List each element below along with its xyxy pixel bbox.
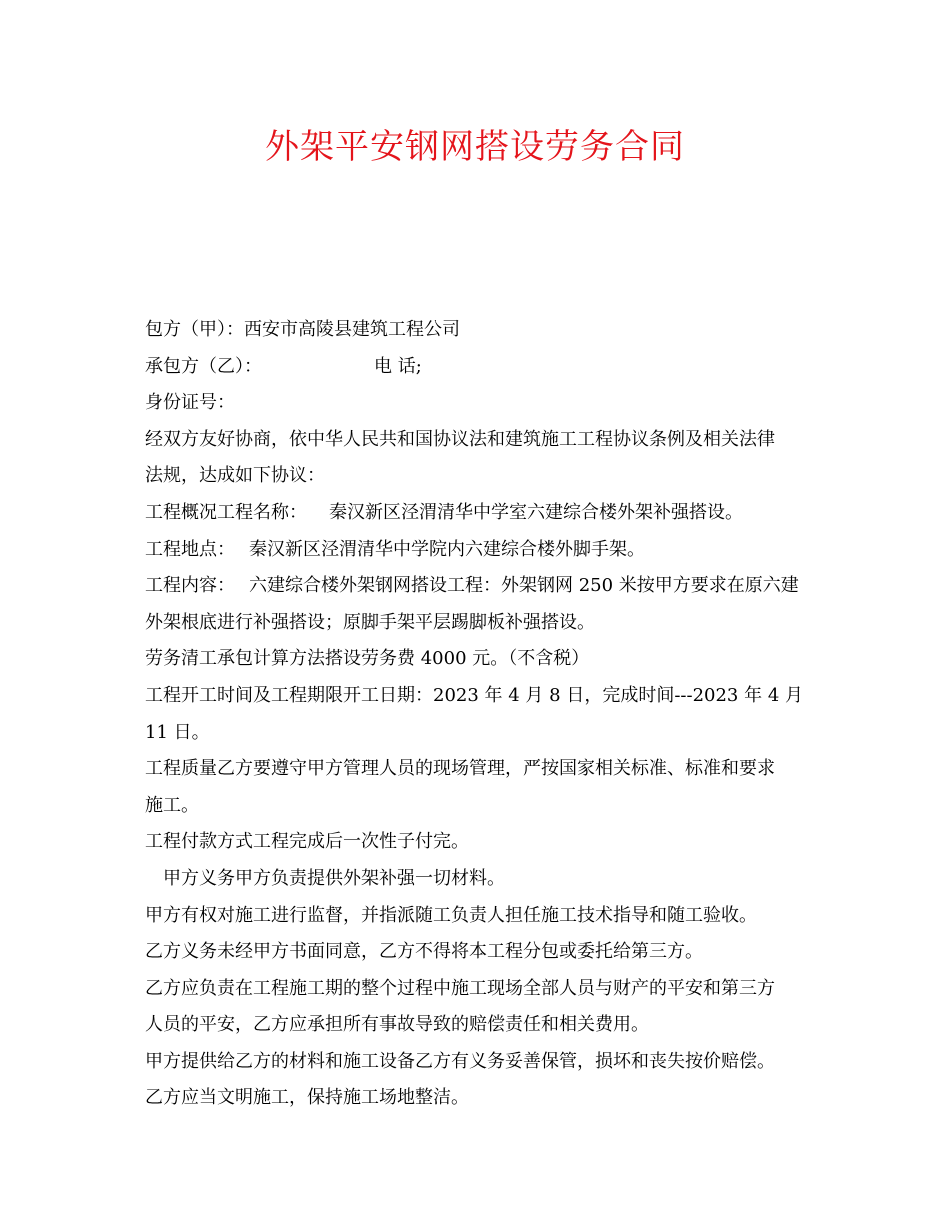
- paragraph-line: 乙方应当文明施工，保持施工场地整洁。: [145, 1087, 469, 1109]
- party-a-duty-line: 甲方义务甲方负责提供外架补强一切材料。: [163, 867, 505, 889]
- paragraph-line: 甲方有权对施工进行监督，并指派随工负责人担任施工技术指导和随工验收。: [145, 904, 757, 926]
- project-location-line: [145, 532, 810, 569]
- paragraph-line: 经双方友好协商，依中华人民共和国协议法和建筑施工工程协议条例及相关法律: [145, 428, 775, 450]
- project-name-value: 秦汉新区泾渭清华中学室六建综合楼外架补强搭设。: [329, 501, 743, 523]
- project-name-label: 工程概况工程名称：: [145, 501, 307, 523]
- schedule-line: 工程开工时间及工程期限开工日期：2023 年 4 月 8 日，完成时间---2023 年 4 月: [145, 684, 803, 706]
- paragraph-line: 11 日。: [145, 721, 210, 743]
- paragraph-line: 外架根底进行补强搭设；原脚手架平层踢脚板补强搭设。: [145, 611, 595, 633]
- project-content-label: 工程内容：: [145, 575, 235, 597]
- project-location-label: 工程地点：: [145, 538, 235, 560]
- contract-body: [145, 312, 810, 1117]
- paragraph-line: 乙方应负责在工程施工期的整个过程中施工现场全部人员与财产的平安和第三方: [145, 977, 775, 999]
- paragraph-line: 法规，达成如下协议：: [145, 465, 325, 487]
- project-name-line: [145, 495, 810, 532]
- party-a-line: 包方（甲）：西安市高陵县建筑工程公司: [145, 319, 460, 340]
- project-location-value: 秦汉新区泾渭清华中学院内六建综合楼外脚手架。: [249, 538, 645, 560]
- id-number-line: 身份证号：: [145, 392, 235, 414]
- party-b-label: 承包方（乙）：: [145, 355, 262, 377]
- phone-label: 电 话;: [374, 355, 422, 377]
- paragraph-line: 人员的平安，乙方应承担所有事故导致的赔偿责任和相关费用。: [145, 1014, 649, 1036]
- project-content-value: 六建综合楼外架钢网搭设工程：外架钢网 250 米按甲方要求在原六建: [249, 575, 799, 597]
- party-b-duty-line: 乙方义务未经甲方书面同意，乙方不得将本工程分包或委托给第三方。: [145, 941, 703, 963]
- labor-fee-line: 劳务清工承包计算方法搭设劳务费 4000 元。（不含税）: [145, 648, 590, 670]
- payment-line: 工程付款方式工程完成后一次性子付完。: [145, 831, 469, 853]
- party-b-line: [145, 349, 810, 386]
- paragraph-line: 甲方提供给乙方的材料和施工设备乙方有义务妥善保管，损坏和丧失按价赔偿。: [145, 1050, 775, 1072]
- project-content-line: [145, 568, 810, 605]
- quality-line: 工程质量乙方要遵守甲方管理人员的现场管理，严按国家相关标准、标准和要求: [145, 758, 775, 780]
- paragraph-line: 施工。: [145, 794, 199, 816]
- document-title: 外架平安钢网搭设劳务合同: [265, 127, 685, 167]
